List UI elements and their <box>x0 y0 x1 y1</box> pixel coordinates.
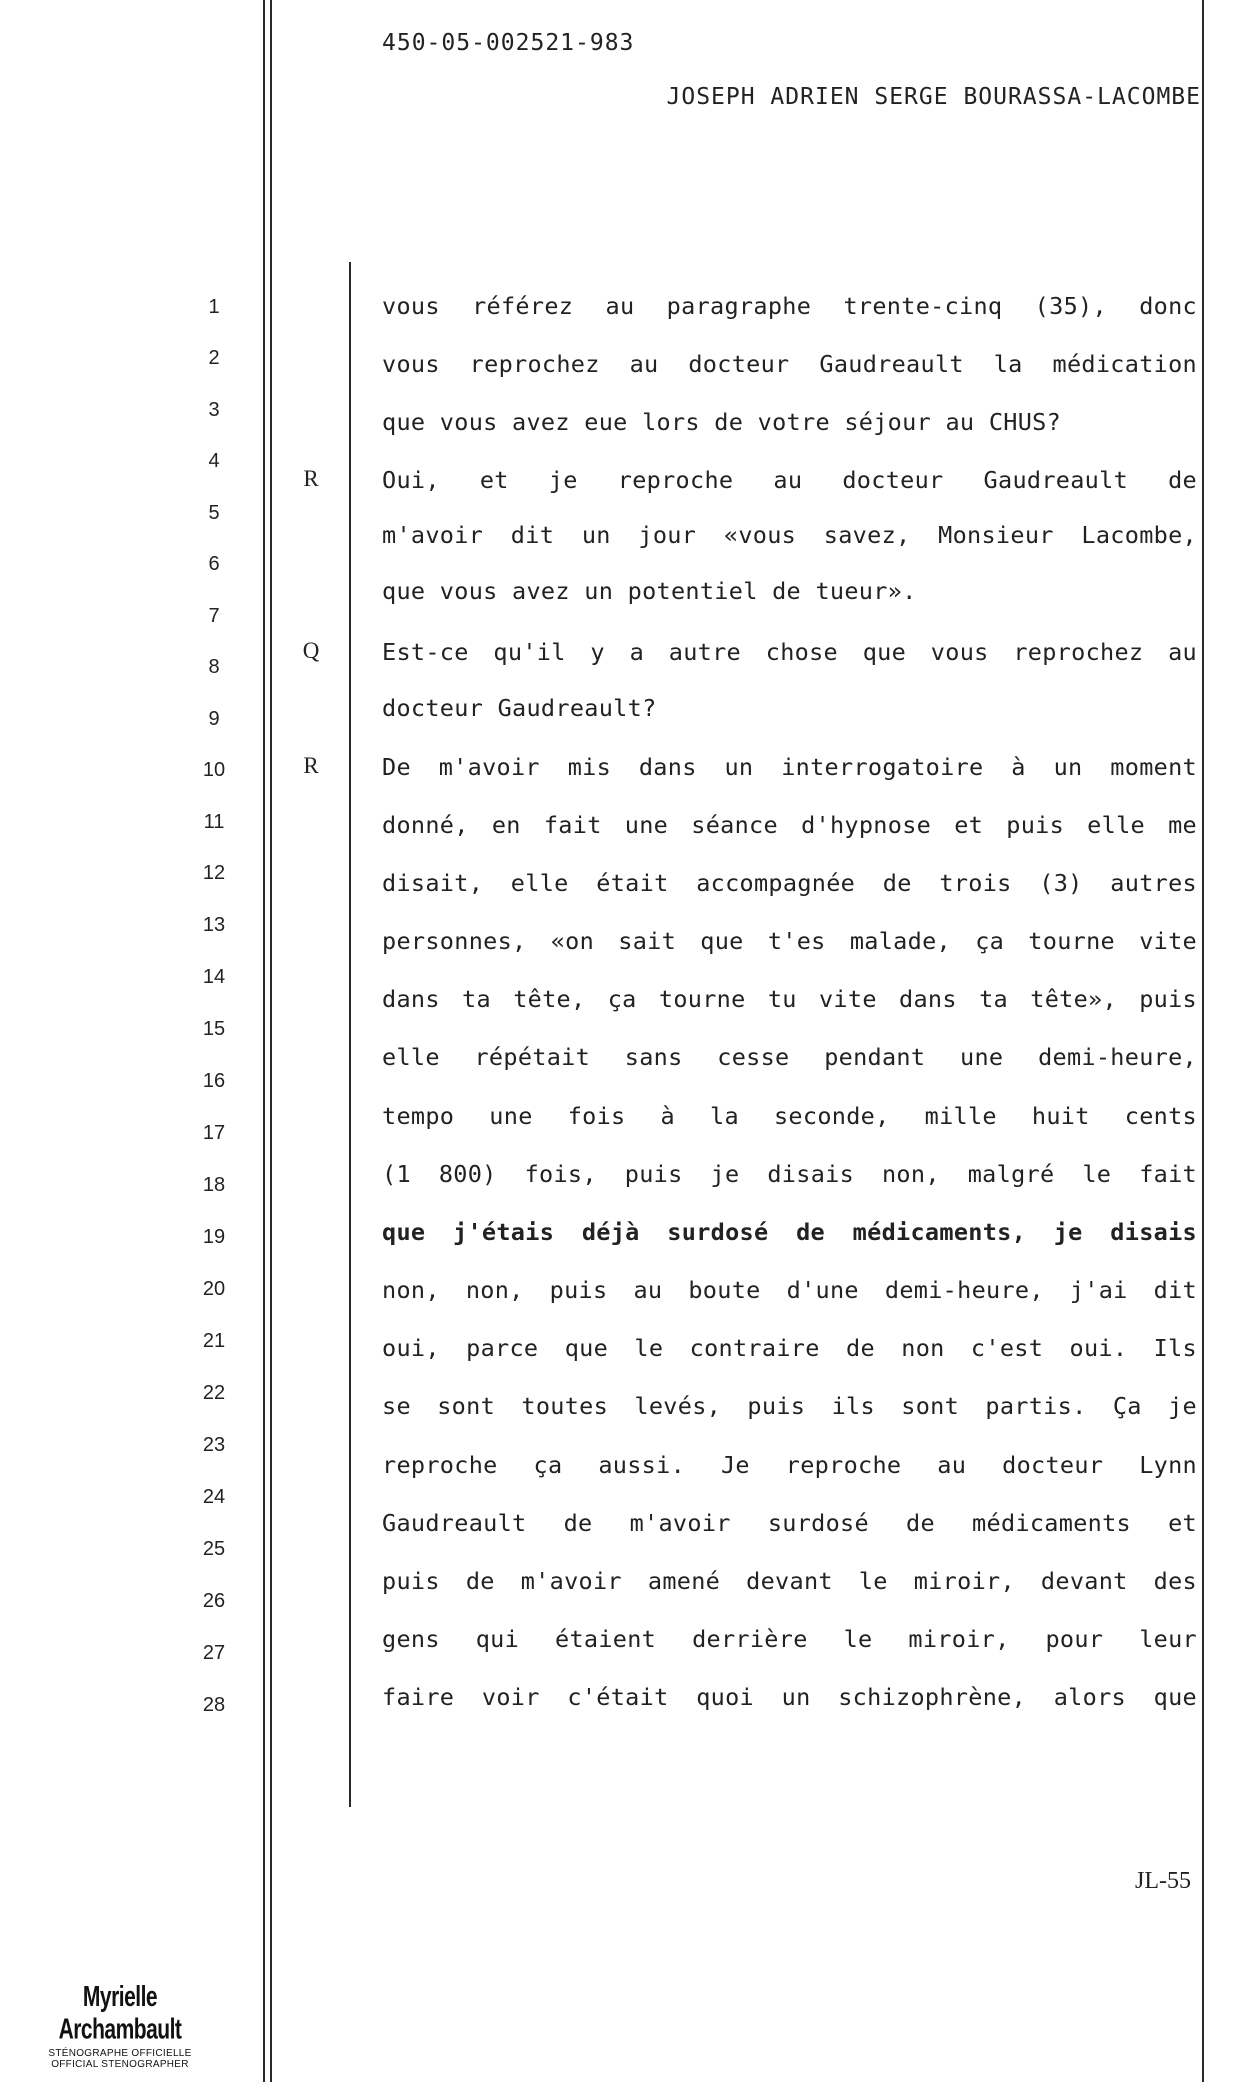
transcript-line: tempo une fois à la seconde, mille huit cents <box>382 1102 1197 1130</box>
transcript-line: (1 800) fois, puis je disais non, malgré le fait <box>382 1160 1197 1188</box>
line-number: 16 <box>202 1070 226 1092</box>
transcript-line: que vous avez eue lors de votre séjour au CHUS? <box>382 408 1062 436</box>
line-number: 20 <box>202 1278 226 1300</box>
transcript-line: Est-ce qu'il y a autre chose que vous reprochez au <box>382 638 1197 666</box>
case-number: 450-05-002521-983 <box>382 30 635 56</box>
question-marker: Q <box>302 638 320 663</box>
line-number: 22 <box>202 1382 226 1404</box>
answer-marker: R <box>303 466 319 491</box>
line-number: 8 <box>208 656 220 678</box>
line-number: 4 <box>208 450 220 472</box>
transcript-line: elle répétait sans cesse pendant une demi-heure, <box>382 1043 1197 1071</box>
transcript-line: reproche ça aussi. Je reproche au docteur Lynn <box>382 1451 1197 1479</box>
line-number: 27 <box>202 1642 226 1664</box>
line-number: 26 <box>202 1590 226 1612</box>
line-number: 15 <box>202 1018 226 1040</box>
transcript-line: donné, en fait une séance d'hypnose et puis elle me <box>382 811 1197 839</box>
line-number: 28 <box>202 1694 226 1716</box>
line-number: 18 <box>202 1174 226 1196</box>
transcript-line: personnes, «on sait que t'es malade, ça tourne vite <box>382 927 1197 955</box>
line-number: 10 <box>202 759 226 781</box>
transcript-line: De m'avoir mis dans un interrogatoire à un moment <box>382 753 1197 781</box>
transcript-line: disait, elle était accompagnée de trois (3) autres <box>382 869 1197 897</box>
page-number: JL-55 <box>1135 1868 1191 1894</box>
transcript-line: Gaudreault de m'avoir surdosé de médicaments et <box>382 1509 1197 1537</box>
line-number: 19 <box>202 1226 226 1248</box>
transcript-line: que vous avez un potentiel de tueur». <box>382 577 917 605</box>
line-number: 17 <box>202 1122 226 1144</box>
line-number: 21 <box>202 1330 226 1352</box>
stenographer-title-en: OFFICIAL STENOGRAPHER <box>51 2059 189 2070</box>
transcript-line: oui, parce que le contraire de non c'est oui. Ils <box>382 1334 1197 1362</box>
text-column-rule <box>349 262 351 1807</box>
line-number: 7 <box>208 605 220 627</box>
line-number: 13 <box>202 914 226 936</box>
transcript-line: dans ta tête, ça tourne tu vite dans ta tête», puis <box>382 985 1197 1013</box>
line-number: 24 <box>202 1486 226 1508</box>
line-number: 2 <box>208 347 220 369</box>
stenographer-stamp <box>30 1981 210 2070</box>
transcript-line: faire voir c'était quoi un schizophrène, alors que <box>382 1683 1197 1711</box>
answer-marker: R <box>303 753 319 778</box>
line-number: 11 <box>203 811 225 833</box>
transcript-line: se sont toutes levés, puis ils sont partis. Ça je <box>382 1392 1197 1420</box>
transcript-line: m'avoir dit un jour «vous savez, Monsieur Lacombe, <box>382 521 1197 549</box>
transcript-line: docteur Gaudreault? <box>382 694 657 722</box>
margin-rule-left-double <box>270 0 272 2082</box>
transcript-line: Oui, et je reproche au docteur Gaudreault de <box>382 466 1197 494</box>
margin-rule-right <box>1202 0 1204 2082</box>
transcript-line: vous référez au paragraphe trente-cinq (35), donc <box>382 292 1197 320</box>
transcript-line: que j'étais déjà surdosé de médicaments, je disais <box>382 1218 1197 1246</box>
line-number: 23 <box>202 1434 226 1456</box>
margin-rule-left <box>263 0 265 2082</box>
witness-name: JOSEPH ADRIEN SERGE BOURASSA-LACOMBE <box>666 84 1201 110</box>
line-number: 3 <box>208 399 220 421</box>
stenographer-name: Myrielle Archambault <box>58 1981 182 2046</box>
transcript-line: gens qui étaient derrière le miroir, pour leur <box>382 1625 1197 1653</box>
line-number: 9 <box>208 708 220 730</box>
line-number: 12 <box>202 862 226 884</box>
line-number: 5 <box>208 502 220 524</box>
transcript-line: non, non, puis au boute d'une demi-heure, j'ai dit <box>382 1276 1197 1304</box>
stenographer-title-fr: STÉNOGRAPHE OFFICIELLE <box>48 2048 192 2059</box>
line-number: 25 <box>202 1538 226 1560</box>
line-number: 1 <box>208 296 220 318</box>
line-number: 6 <box>208 553 220 575</box>
transcript-line: vous reprochez au docteur Gaudreault la médication <box>382 350 1197 378</box>
transcript-line: puis de m'avoir amené devant le miroir, devant des <box>382 1567 1197 1595</box>
line-number: 14 <box>202 966 226 988</box>
